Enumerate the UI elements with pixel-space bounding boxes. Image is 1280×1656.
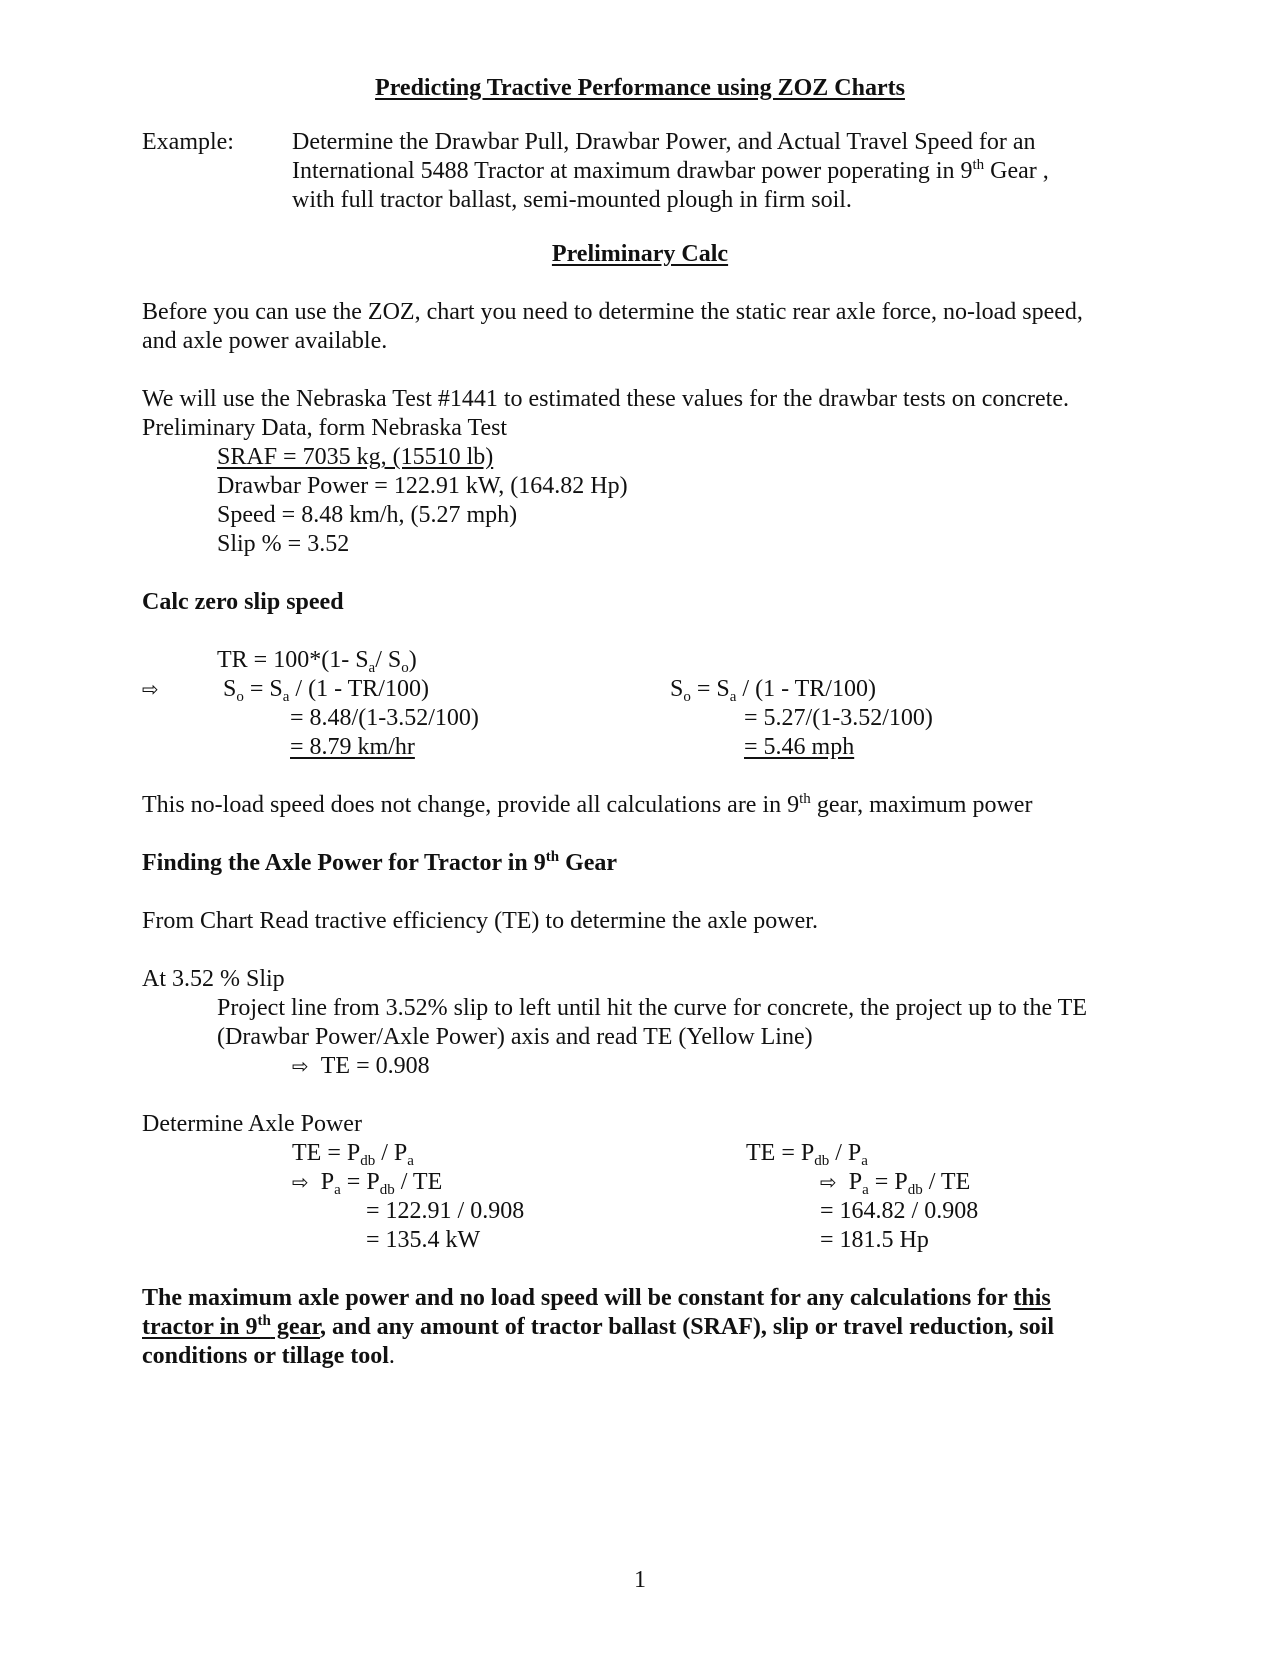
- determine-axle-power-heading: Determine Axle Power: [142, 1111, 362, 1137]
- pa-formula-metric: ⇨ $P_a = P_{db}$ / TE: [292, 1169, 443, 1198]
- implies-arrow-icon: ⇨: [292, 1054, 309, 1078]
- preliminary-heading: Preliminary Calc: [551, 241, 729, 267]
- slip-value: Slip % = 3.52: [217, 531, 350, 557]
- pa-formula-imperial: ⇨ $P_a = P_{db}$ / TE: [820, 1169, 971, 1198]
- no-load-note: This no-load speed does not change, provide all calculations are in 9th gear, maximum power: [142, 791, 1033, 818]
- page-number: 1: [634, 1567, 646, 1593]
- tr-equation: TR = 100*(1- $S_a/$ $S_o$): [217, 647, 417, 676]
- so-result-metric: = 8.79 km/hr: [290, 734, 415, 760]
- conclusion-line-2: tractor in 9th gear, and any amount of tractor ballast (SRAF), slip or travel reduction, soil: [142, 1313, 1054, 1340]
- implies-arrow-icon: ⇨: [292, 1170, 309, 1194]
- so-equation-imperial: $S_o = S_a / (1 - TR/100)$: [670, 676, 876, 705]
- te-result: ⇨ TE = 0.908: [292, 1053, 430, 1079]
- pa-result-metric: = 135.4 kW: [366, 1227, 481, 1253]
- example-line-2: International 5488 Tractor at maximum drawbar power poperating in 9th Gear ,: [292, 157, 1049, 184]
- slip-instruction-line-1: Project line from 3.52% slip to left until hit the curve for concrete, the project up to the TE: [217, 995, 1087, 1021]
- chart-read-instruction: From Chart Read tractive efficiency (TE) to determine the axle power.: [142, 908, 818, 934]
- slip-heading: At 3.52 % Slip: [142, 966, 285, 992]
- so-equation-metric: $S_o = S_a / (1 - TR/100)$: [223, 676, 429, 705]
- so-substitution-imperial: = 5.27/(1-3.52/100): [744, 705, 933, 731]
- implies-arrow-icon: ⇨: [820, 1170, 837, 1194]
- conclusion-line-3: conditions or tillage tool.: [142, 1343, 395, 1369]
- intro-line-1: Before you can use the ZOZ, chart you need to determine the static rear axle force, no-load speed,: [142, 299, 1083, 325]
- nebraska-line-1: We will use the Nebraska Test #1441 to estimated these values for the drawbar tests on concrete.: [142, 386, 1069, 412]
- te-formula-imperial: TE = $P_{db} / P_a$: [746, 1140, 868, 1169]
- example-label: Example:: [142, 129, 234, 155]
- intro-line-2: and axle power available.: [142, 328, 388, 354]
- implies-arrow-icon: ⇨: [142, 677, 159, 701]
- speed-value: Speed = 8.48 km/h, (5.27 mph): [217, 502, 518, 528]
- slip-instruction-line-2: (Drawbar Power/Axle Power) axis and read TE (Yellow Line): [217, 1024, 813, 1050]
- sraf-value: SRAF = 7035 kg, (15510 lb): [217, 444, 494, 470]
- drawbar-power-value: Drawbar Power = 122.91 kW, (164.82 Hp): [217, 473, 628, 499]
- pa-substitution-metric: = 122.91 / 0.908: [366, 1198, 525, 1224]
- pa-substitution-imperial: = 164.82 / 0.908: [820, 1198, 979, 1224]
- pa-result-imperial: = 181.5 Hp: [820, 1227, 929, 1253]
- zero-slip-heading: Calc zero slip speed: [142, 589, 344, 615]
- nebraska-line-2: Preliminary Data, form Nebraska Test: [142, 415, 508, 441]
- page-title: Predicting Tractive Performance using ZOZ Charts: [375, 75, 905, 101]
- conclusion-line-1: The maximum axle power and no load speed will be constant for any calculations for this: [142, 1285, 1051, 1311]
- example-line-3: with full tractor ballast, semi-mounted plough in firm soil.: [292, 187, 852, 213]
- so-result-imperial: = 5.46 mph: [744, 734, 855, 760]
- example-line-1: Determine the Drawbar Pull, Drawbar Power, and Actual Travel Speed for an: [292, 129, 1036, 155]
- axle-power-heading: Finding the Axle Power for Tractor in 9th Gear: [142, 849, 618, 876]
- so-substitution-metric: = 8.48/(1-3.52/100): [290, 705, 479, 731]
- te-formula-metric: TE = $P_{db} / P_a$: [292, 1140, 414, 1169]
